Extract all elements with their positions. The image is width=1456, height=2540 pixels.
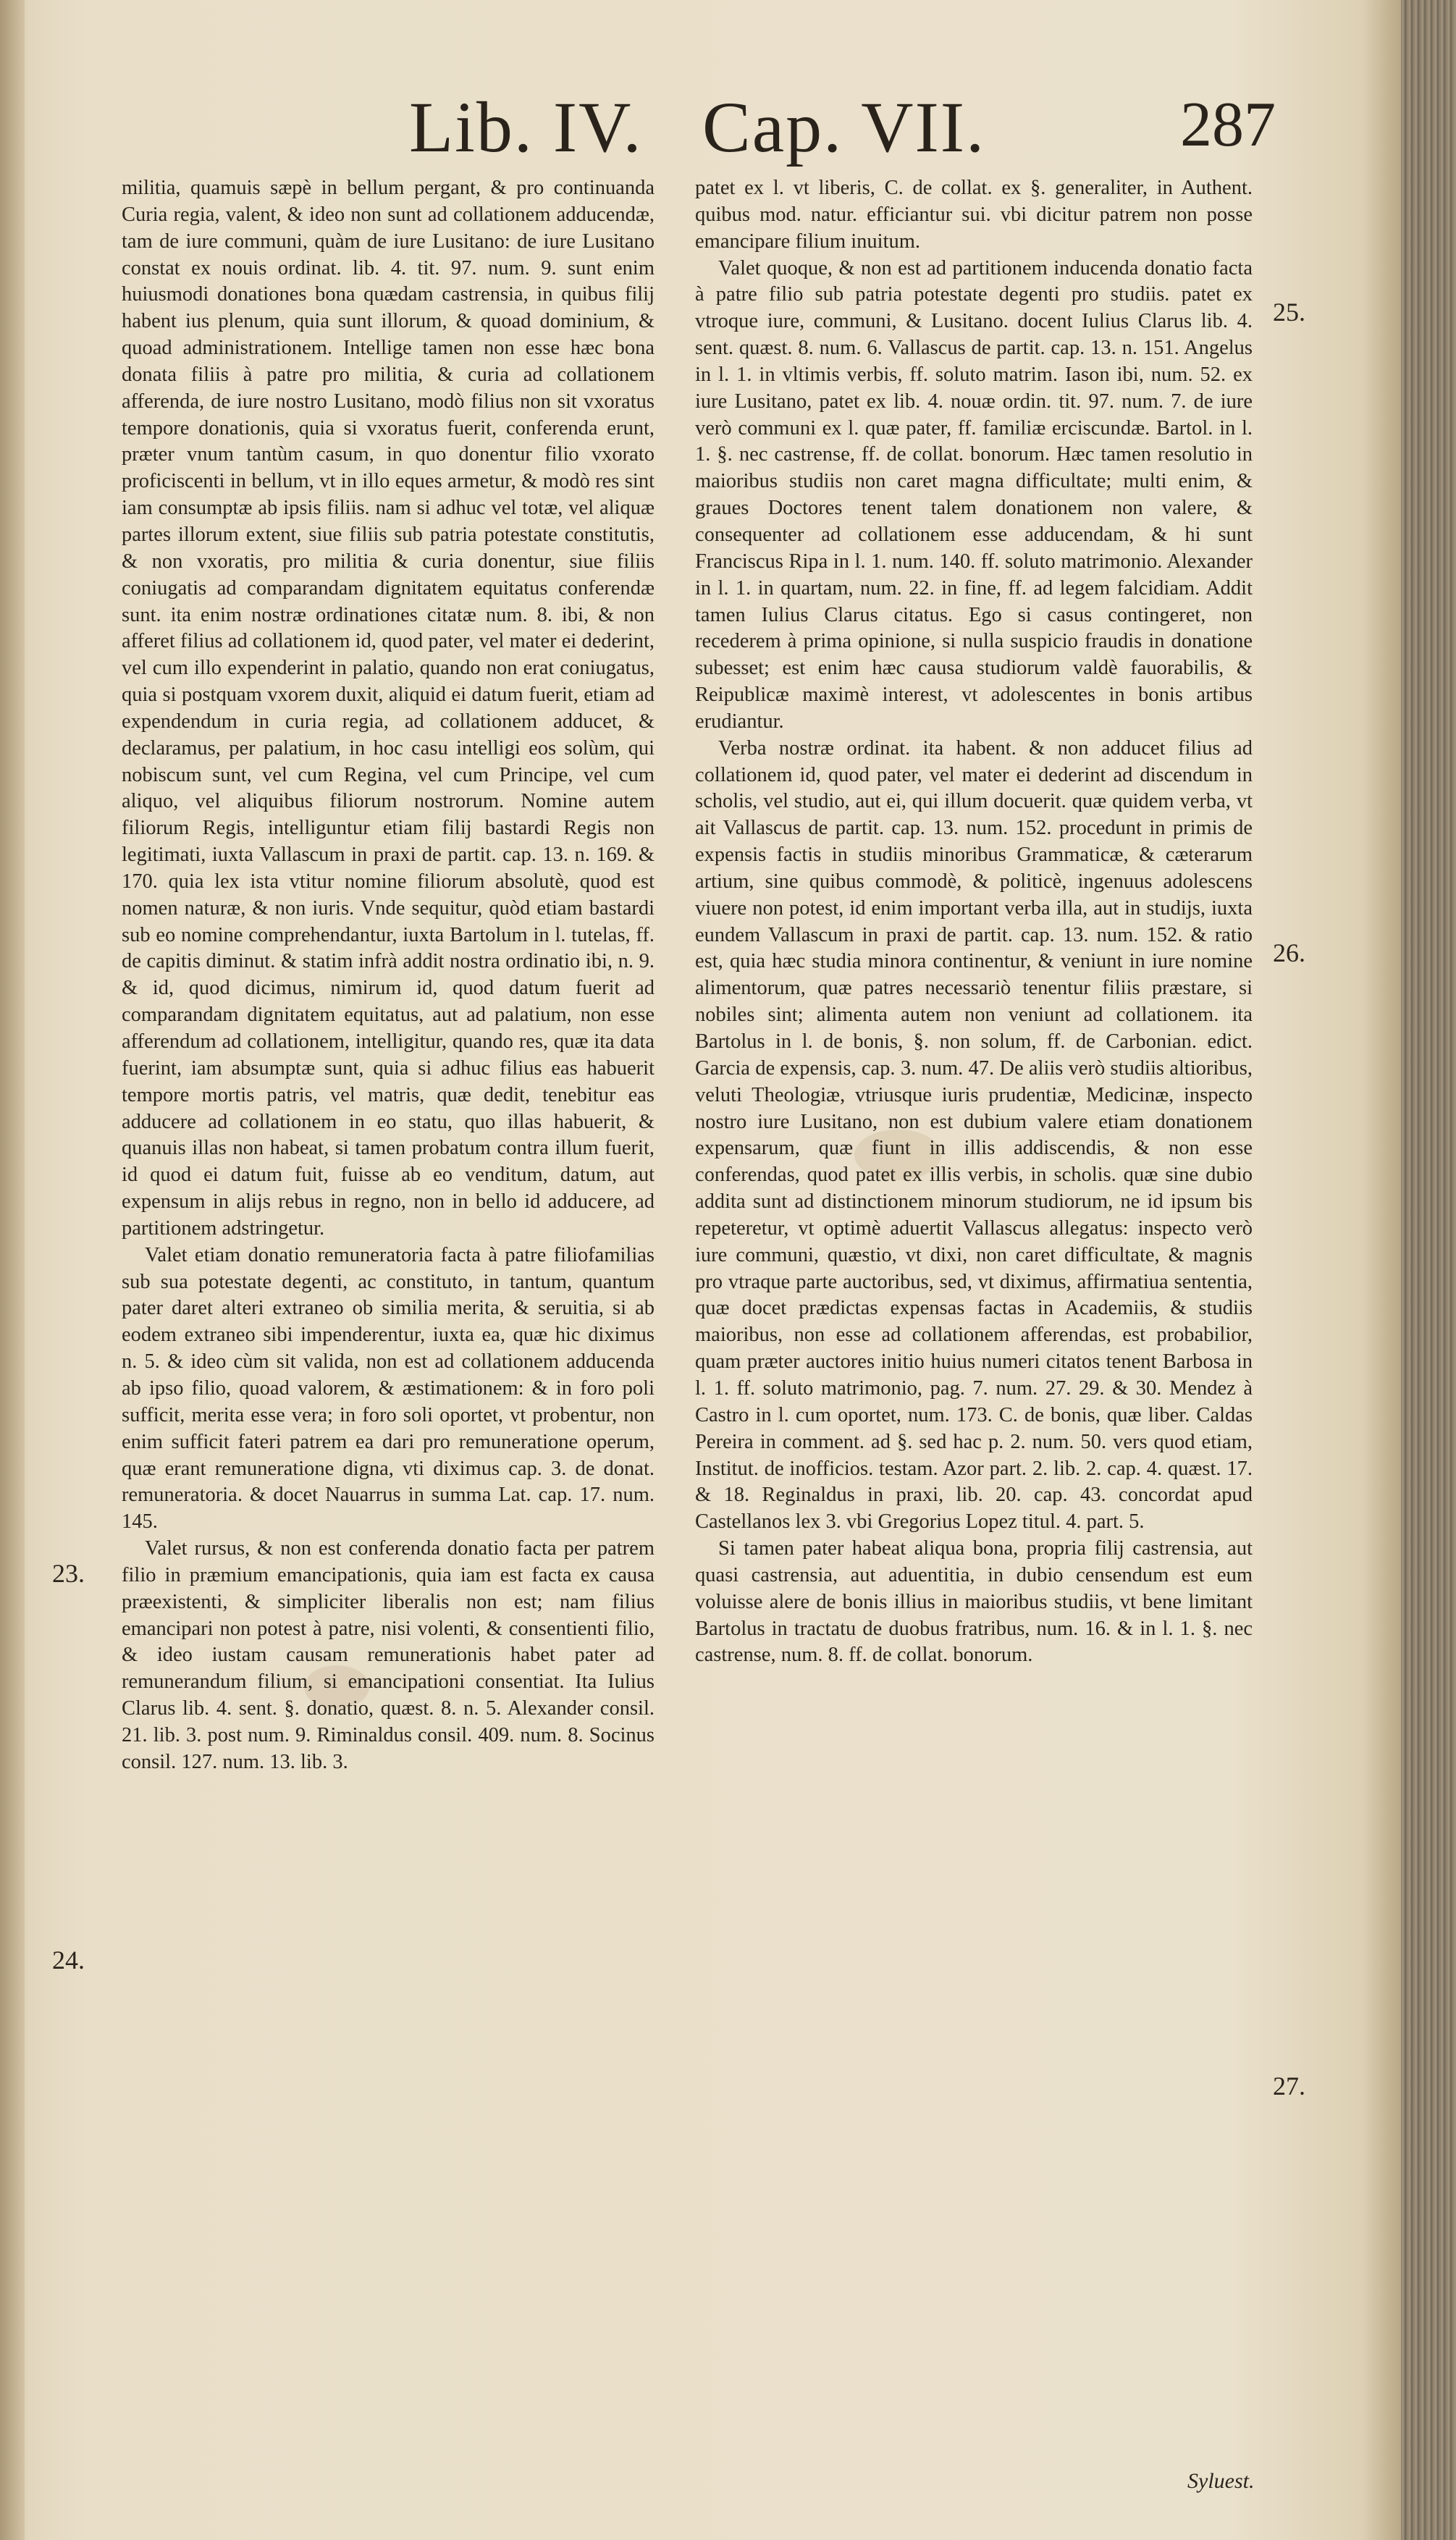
binding-gutter xyxy=(0,0,25,2540)
margin-number-23: 23. xyxy=(52,1559,85,1588)
margin-number-24: 24. xyxy=(52,1946,85,1975)
left-paragraph-2: Valet etiam donatio remuneratoria facta à patre filiofamilias sub sua potestate degenti, ac constituto, in tantum, quantum pater daret alteri extraneo ob similia merita, & seruitia, si ab eodem extraneo sibi impenderentur, iuxta ea, quæ hic diximus n. 5. & ideo cùm sit valida, non est ad collationem adducenda ab ipso filio, quoad valorem, & æstimationem: & in foro poli sufficit, merita esse vera; in foro soli oportet, vt probentur, non enim sufficit fateri patrem ea dari pro remuneratione operum, quæ erant remuneratione digna, vti diximus cap. 3. de donat. remuneratoria. & docet Nauarrus in summa Lat. cap. 17. num. 145. xyxy=(122,1243,655,1534)
right-paragraph-2: Valet quoque, & non est ad partitionem inducenda donatio facta à patre filio sub patria potestate degenti pro studiis. patet ex vtroque iure, communi, & Lusitano. docent Iulius Clarus lib. 4. sent. quæst. 8. num. 6. Vallascus de partit. cap. 13. n. 151. Angelus in l. 1. in vltimis verbis, ff. soluto matrim. Iason ibi, num. 52. ex iure Lusitano, patet ex lib. 4. nouæ ordin. tit. 97. num. 7. de iure verò communi ex l. quæ pater, ff. familiæ erciscundæ. Bartol. in l. 1. §. nec castrense, ff. de collat. bonorum. Hæc tamen resolutio in maioribus studiis non caret magna difficultate; multi enim, & graues Doctores tenent talem donationem non valere, & consequenter ad collationem esse adducendam, & hi sunt Franciscus Ripa in l. 1. num. 140. ff. soluto matrimonio. Alexander in l. 1. in quartam, num. 22. in fine, ff. ad legem falcidiam. Addit tamen Iulius Clarus citatus. Ego si casus contingeret, non recederem à prima opinione, si nulla suspicio fraudis in donatione subesset; est enim hæc causa studiorum valdè fauorabilis, & Reipublicæ maximè interest, vt adolescentes in bonis artibus erudiantur. xyxy=(695,256,1253,733)
left-paragraph-1: militia, quamuis sæpè in bellum pergant, & pro continuanda Curia regia, valent, & ideo non sunt ad collationem adducendæ, tam de iure communi, quàm de iure Lusitano: de iure Lusitano constat ex nouis ordinat. lib. 4. tit. 97. num. 9. sunt enim huiusmodi donationes bona quædam castrensia, in quibus filij habent ius plenum, quia sunt illorum, & quoad dominium, & quoad administrationem. Intellige tamen non esse hæc bona donata filiis à patre pro militia, & curia ad collationem afferenda, de iure nostro Lusitano, modò filius non sit vxoratus tempore donationis, quia si vxoratus fuerit, conferenda erunt, præter vnum tantùm casum, in quo donentur filio vxorato proficiscenti in bellum, vt in illo eques armetur, & modò res sint iam consumptæ ab ipsis filiis. nam si adhuc vel totæ, vel aliquæ partes illorum extent, siue filiis sub patria potestate constitutis, & non vxoratis, pro militia & curia donentur, siue filiis coniugatis ad comparandam dignitatem equitatus conferendæ sunt. ita enim nostræ ordinationes citatæ num. 8. ibi, & non afferet filius ad collationem id, quod pater, vel mater ei dederint, vel cum illo expenderint in palatio, quando non erat coniugatus, quia si postquam vxorem duxit, aliquid ei datum fuerit, etiam ad expendendum in curia regia, ad collationem adducet, & declaramus, per palatium, in hoc casu intelligi eos solùm, qui nobiscum sunt, vel cum Regina, vel cum Principe, vel cum aliquo, vel aliquibus filiorum nostrorum. Nomine autem filiorum Regis, intelliguntur etiam filij bastardi Regis non legitimati, iuxta Vallascum in praxi de partit. cap. 13. n. 169. & 170. quia lex ista vtitur nomine filiorum absolutè, quod est nomen naturæ, & non iuris. Vnde sequitur, quòd etiam bastardi sub eo nomine comprehendantur, iuxta Bartolum in l. tutelas, ff. de capitis diminut. & statim infrà addit nostra ordinatio ibi, n. 9. & id, quod dicimus, nimirum id, quod datum fuerit ad comparandam dignitatem equitatus, aut ad palatium, non esse afferendum ad collationem, intelligitur, quando res, quæ ita data fuerint, iam absumptæ sunt, quia si adhuc filius eas habuerit tempore mortis patris, vel matris, quæ dedit, tenebitur eas adducere ad collationem in eo statu, quo illas habuerit, & quanuis illas non habeat, si tamen probatum contra illum fuerit, id quod ei datum fuit, fuisse ab eo venditum, datum, aut expensum in alijs rebus in regno, non in bello id adducere, ad partitionem adstringetur. xyxy=(122,177,655,1240)
catchword: Syluest. xyxy=(1187,2469,1255,2493)
page-block-edge xyxy=(1401,0,1456,2540)
book-number: Lib. IV. xyxy=(409,87,643,167)
right-column xyxy=(695,175,1253,1669)
chapter-number: Cap. VII. xyxy=(702,87,986,167)
left-column xyxy=(122,175,655,1776)
running-head xyxy=(0,85,1401,165)
margin-number-26: 26. xyxy=(1273,938,1305,967)
page-number: 287 xyxy=(1180,90,1276,160)
margin-number-25: 25. xyxy=(1273,298,1305,327)
right-paragraph-3: Verba nostræ ordinat. ita habent. & non adducet filius ad collationem id, quod pater, vel mater ei dederint ad discendum in scholis, vel studio, aut ei, qui illum docuerit. quæ quidem verba, vt ait Vallascus de partit. cap. 13. num. 152. procedunt in primis de expensis factis in studiis minoribus Grammaticæ, & cæterarum artium, sine quibus commodè, & politicè, ingenuus adolescens viuere non potest, id enim important verba illa, aut in studijs, iuxta eundem Vallascum in praxi de partit. cap. 13. num. 152. & ratio est, quia hæc studia minora continentur, & veniunt in iure nomine alimentorum, quæ patres necessariò tenentur filiis præstare, si nobiles sint; alimenta autem non veniunt ad collationem. ita Bartolus in l. de bonis, §. non solum, ff. de Carbonian. edict. Garcia de expensis, cap. 3. num. 47. De aliis verò studiis altioribus, veluti Theologiæ, vtriusque iuris prudentiæ, Medicinæ, inspecto nostro iure Lusitano, non est dubium valere etiam donationem expensarum, quæ fiunt in illis addiscendis, & non esse conferendas, quod patet ex illis verbis, in scholis. quæ sine dubio addita sunt ad distinctionem minorum studiorum, ne id ipsum bis repeteretur, vt optimè aduertit Vallascus allegatus: inspecto verò iure communi, quæstio, vt dixi, non caret difficultate, & magnis pro vtraque parte auctoribus, sed, vt diximus, affirmatiua sententia, quæ docet prædictas expensas factas in Academiis, & studiis maioribus, non esse ad collationem afferendas, est probabilior, quam præter auctores initio huius numeri citatos tenent Barbosa in l. 1. ff. soluto matrimonio, pag. 7. num. 27. 29. & 30. Mendez à Castro in l. cum oportet, num. 173. C. de bonis, quæ liber. Caldas Pereira in comment. ad §. sed hac p. 2. num. 50. vers quod etiam, Institut. de inofficios. testam. Azor part. 2. lib. 2. cap. 4. quæst. 17. & 18. Reginaldus in praxi, lib. 20. cap. 43. concordat apud Castellanos lex 3. vbi Gregorius Lopez titul. 4. part. 5. xyxy=(695,736,1253,1534)
left-paragraph-3: Valet rursus, & non est conferenda donatio facta per patrem filio in præmium emancipationis, quia iam est facta ex causa præexistenti, & simpliciter liberalis non est; nam filius emancipari non potest à patre, nisi volenti, & consentienti filio, & ideo iustam causam remunerationis habet pater ad remunerandum filium, si emancipationi consentiat. Ita Iulius Clarus lib. 4. sent. §. donatio, quæst. 8. n. 5. Alexander consil. 21. lib. 3. post num. 9. Riminaldus consil. 409. num. 8. Socinus consil. 127. num. 13. lib. 3. xyxy=(122,1537,655,1773)
right-paragraph-1: patet ex l. vt liberis, C. de collat. ex §. generaliter, in Authent. quibus mod. natur. efficiantur sui. vbi dicitur patrem non posse emancipare filium inuitum. xyxy=(695,177,1253,253)
margin-number-27: 27. xyxy=(1273,2072,1305,2100)
right-paragraph-4: Si tamen pater habeat aliqua bona, propria filij castrensia, aut quasi castrensia, aut aduentitia, in dubio censendum est eum voluisse alere de bonis illius in maioribus studiis, vt bene limitant Bartolus in tractatu de duobus fratribus, num. 16. & in l. 1. §. nec castrense, num. 8. ff. de collat. bonorum. xyxy=(695,1537,1253,1667)
